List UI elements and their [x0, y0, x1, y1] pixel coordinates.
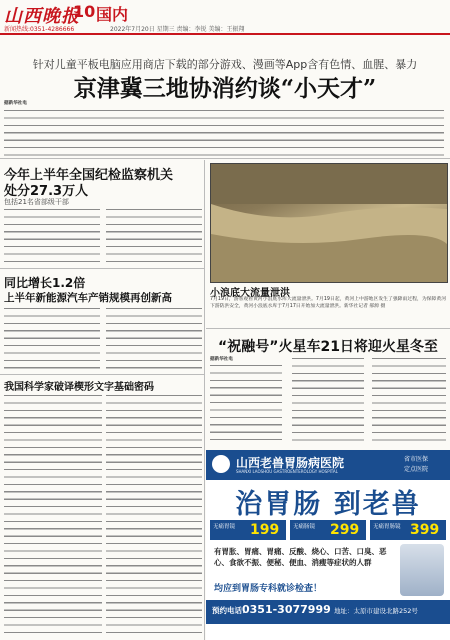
vehicles-title-line1: 同比增长1.2倍	[4, 276, 86, 290]
discipline-title-line1: 今年上半年全国纪检监察机关	[4, 168, 174, 183]
science-body-col2	[106, 393, 202, 637]
vehicles-title-line2: 上半年新能源汽车产销规模再创新高	[4, 292, 172, 304]
page-number: 10	[73, 2, 96, 21]
price-label: 无痛胃肠镜	[373, 524, 401, 530]
photo-caption: 7月19日，游客观看黄河小浪底水库大流量泄洪。7月19日起，黄河上中游地区发生了强降雨过程，为保障黄河下游防洪安全，黄河小浪底水库于7月17日开始加大流量泄洪。新华社记者 郝源 摄	[210, 297, 446, 309]
price-row	[210, 520, 446, 540]
mars-title: “祝融号”火星车21日将迎火星冬至	[218, 339, 438, 355]
photo-caption-title: 小浪底大流量泄洪	[210, 288, 290, 299]
hospital-logo-icon	[212, 455, 230, 473]
dam-photo	[210, 163, 448, 283]
dam-photo-art	[211, 164, 447, 282]
mars-body-col2	[292, 356, 364, 446]
hospital-advertisement	[206, 450, 450, 640]
price-value: 299	[330, 522, 360, 538]
price-item	[370, 520, 446, 540]
divider	[0, 374, 204, 375]
discipline-body-col1	[4, 207, 100, 265]
newspaper-logo: 山西晚报	[4, 6, 80, 27]
price-item	[290, 520, 366, 540]
price-label: 无痛胃镜	[213, 524, 236, 530]
news-hotline: 新闻热线:0351-4286666	[4, 26, 75, 33]
lead-credit: 据新华社电	[4, 101, 27, 106]
column-divider	[204, 160, 205, 640]
doctor-photo	[400, 544, 444, 596]
divider	[0, 158, 450, 159]
lead-body	[4, 100, 444, 156]
hospital-name-en: SHANXI LAOSHOU GASTROENTEROLOGY HOSPITAL	[236, 469, 338, 474]
masthead	[0, 0, 450, 40]
hospital-name: 山西老兽胃肠病医院	[236, 456, 345, 470]
lead-title: 京津冀三地协消约谈“小天才”	[73, 75, 377, 102]
phone-number: 0351-3077999	[242, 603, 331, 616]
divider	[0, 268, 204, 269]
price-label: 无痛肠镜	[293, 524, 316, 530]
vehicles-body-col2	[106, 306, 202, 370]
ad-badge-2: 定点医院	[404, 466, 429, 473]
photo-dam-wall	[211, 164, 447, 204]
ad-badge-1: 省市医保	[404, 456, 429, 463]
price-value: 399	[410, 522, 440, 538]
price-item	[210, 520, 286, 540]
masthead-rule	[0, 33, 450, 35]
price-value: 199	[250, 522, 280, 538]
mars-body-col3	[372, 356, 446, 446]
hospital-address: 地址：太原市建设北路252号	[334, 607, 418, 615]
mars-body-text	[210, 363, 282, 443]
discipline-subtitle: 包括21名省部级干部	[4, 198, 69, 206]
vehicles-body-col1	[4, 306, 100, 370]
lead-kicker: 针对儿童平板电脑应用商店下载的部分游戏、漫画等App含有色情、血腥、暴力	[32, 58, 418, 71]
divider	[206, 328, 450, 329]
section-title: 国内	[96, 5, 129, 24]
phone-label: 预约电话：	[212, 606, 250, 615]
discipline-body-col2	[106, 207, 202, 265]
discipline-title-line2: 处分27.3万人	[4, 184, 89, 199]
ad-slogan: 治胃肠 到老兽	[235, 489, 421, 520]
lead-body-text	[4, 108, 444, 156]
science-body-col1	[4, 393, 102, 637]
science-title: 我国科学家破译楔形文字基础密码	[4, 382, 154, 393]
mars-credit: 据新华社电	[210, 357, 233, 362]
ad-advice: 均应到胃肠专科就诊检查！	[214, 584, 323, 594]
ad-symptoms: 有胃胀、胃痛、胃痛、反酸、烧心、口苦、口臭、恶心、食欲不振、便秘、便血、消瘦等症状的人群	[214, 547, 387, 567]
mars-body-col1	[210, 356, 282, 446]
date-line: 2022年7月20日 星期三 责编：李锐 美编：王振翔	[110, 26, 245, 33]
